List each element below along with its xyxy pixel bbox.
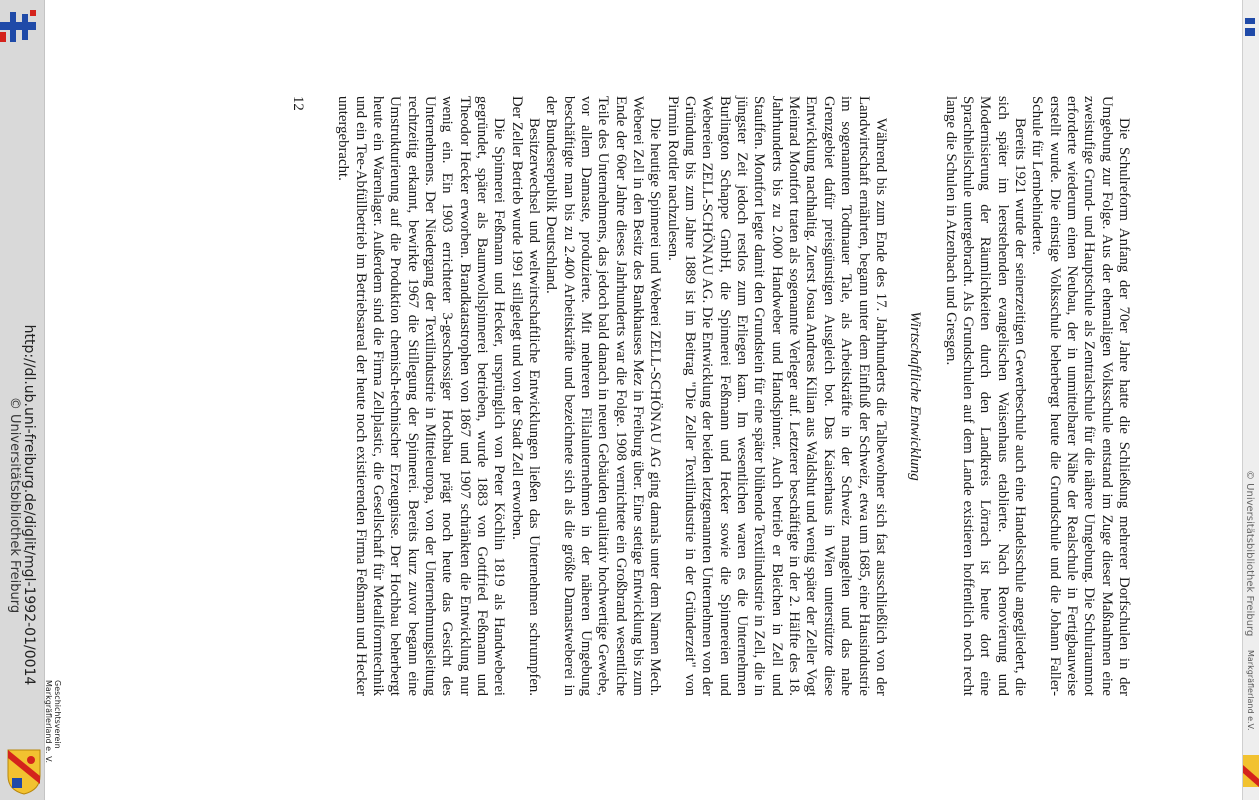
ub-logo-partial-icon bbox=[1245, 18, 1255, 36]
page-number: 12 bbox=[289, 96, 306, 111]
document-url: http://dl.ub.uni-freiburg.de/diglit/mgl-1992-01/0014 bbox=[21, 324, 37, 686]
copyright-notice: © Universitätsbibliothek Freiburg bbox=[7, 396, 22, 614]
paragraph-handelsschule: Bereits 1921 wurde der seinerzeitigen Gewerbeschule auch eine Handelsschule angegliedert, die sich später im leerstehenden evangelischen Waisenhaus etablierte. Nach Renovierung und Modernisierung der Räumlichkeiten durch den Landkreis Lörrach ist heute dort eine Sprachheilschule untergebracht. Als Grundschulen auf dem Lande existieren hoffentlich noch recht lange die Schulen in Atzenbach und Gresgen. bbox=[942, 96, 1028, 696]
publisher-label: Geschichtsverein Markgräflerland e. V. bbox=[44, 680, 62, 764]
paragraph-spinnerei: Die Spinnerei Feßmann und Hecker, ursprünglich von Peter Köchlin 1819 als Handweberei gegründet, später als Baumwollspinnerei betrieben, wurde 1883 von Gottfried Feßmann und Theodor Hecker erworben. Brandkatastrophen von 1867 und 1907 schränkten die Entwicklung nur wenig ein. Ein 1903 errichteter 3-geschossiger Hochbau prägt noch heute das Gesicht des Unternehmens. Der Niedergang der Textilindustrie in Mitteleuropa, von der Unternehmungsleitung rechtzeitig erkannt, bewirkte 1967 die Stillegung der Spinnerei. Bereits kurz zuvor begann eine Umstrukturierung auf die Produktion chemisch-technischer Erzeugnisse. Der Hochbau beherbergt heute ein Warenlager. Außerdem sind die Firma Zellplastic, die Gesellschaft für Metallformtechnik und ein Tee-Abfüllbetrieb im Betriebsareal der heute noch existierenden Firma Feßmann und Hecker untergebracht. bbox=[335, 96, 508, 696]
paragraph-schulreform: Die Schulreform Anfang der 70er Jahre hatte die Schließung mehrerer Dorfschulen in der Umgebung zur Folge. Aus der ehemaligen Volksschule entstand im Zuge dieser Maßnahmen eine zweistufige Grund- und Hauptschule als Zentralschule für die nähere Umgebung. Die Schulraumnot erforderte wiederum einen Neubau, der in unmittelbarer Nähe der Realschule in Fertigbauweise erstellt wurde. Die einstige Volksschule beherbergt heute die Grundschule und die Johann Faller-Schule für Lernbehinderte. bbox=[1029, 96, 1132, 696]
geschichtsverein-crest-icon bbox=[6, 748, 42, 796]
right-publisher-label: Markgräflerland e.V. bbox=[1246, 650, 1255, 731]
right-copyright-notice: © Universitätsbibliothek Freiburg bbox=[1244, 470, 1255, 637]
paragraph-hausindustrie: Während bis zum Ende des 17. Jahrhunderts die Talbewohner sich fast ausschließlich von der Landwirtschaft ernährten, begann unter dem Einfluß der Schweiz, etwa um 1685, eine Hausindustrie im sogenannten Todtnauer Tale, als Arbeitskräfte in der Schweiz mangelten und das nahe Grenzgebiet dafür preisgünstigen Ausgleich bot. Das Kaiserhaus in Wien unterstützte diese Entwicklung nachhaltig. Zuerst Josua Andreas Kilian aus Waldshut und wenig später der Zeller Vogt Meinrad Montfort traten als sogenannte Verleger auf. Letzterer beschäftigte in der 2. Hälfte des 18. Jahrhunderts bis zu 2.000 Handweber und Handspinner. Auch betrieb er Bleichen in Zell und Stauffen. Montfort legte damit den Grundstein für eine später blühende Textilindustrie in Zell, die in jüngster Zeit jedoch restlos zum Erliegen kam. Im wesentlichen waren es die Unternehmen Burlington Schappe GmbH, die Spinnerei Feßmann und Hecker sowie die Spinnereien und Webereien ZELL-SCHÖNAU AG. Die Entwicklung der beiden letztgenannten Unternehmen von der Gründung bis zum Jahre 1889 ist im Beitrag "Die Zeller Textilindustrie in der Gründerzeit" von Pirmin Rottler nachzulesen. bbox=[664, 96, 889, 696]
paragraph-besitzerwechsel: Besitzerwechsel und weltwirtschaftliche Entwicklungen ließen das Unternehmen schrumpfen. Der Zeller Betrieb wurde 1991 stillgelegt und von der Stadt Zell erworben. bbox=[508, 96, 542, 696]
paragraph-weberei: Die heutige Spinnerei und Weberei ZELL-SCHÖNAU AG ging damals unter dem Namen Mech. Weberei Zell in den Besitz des Bankhauses Mez in Freiburg über. Eine stetige Entwicklung bis zum Ende der 60er Jahre dieses Jahrhunderts war die Folge. 1908 vernichtete ein Großbrand wesentliche Teile des Unternehmens, das jedoch bald danach in neuen Gebäuden qualitativ hochwertige Gewebe, vor allem Damaste, produzierte. Mit mehreren Filialunternehmen in der näheren Umgebung beschäftigte man bis zu 2.400 Arbeitskräfte und bezeichnete sich als die größte Damastweberei in der Bundesrepublik Deutschland. bbox=[543, 96, 664, 696]
ub-freiburg-logo-icon bbox=[0, 10, 40, 44]
document-page bbox=[289, 96, 1132, 696]
section-heading: Wirtschaftliche Entwicklung bbox=[907, 311, 924, 481]
crest-partial-icon bbox=[1243, 755, 1259, 787]
